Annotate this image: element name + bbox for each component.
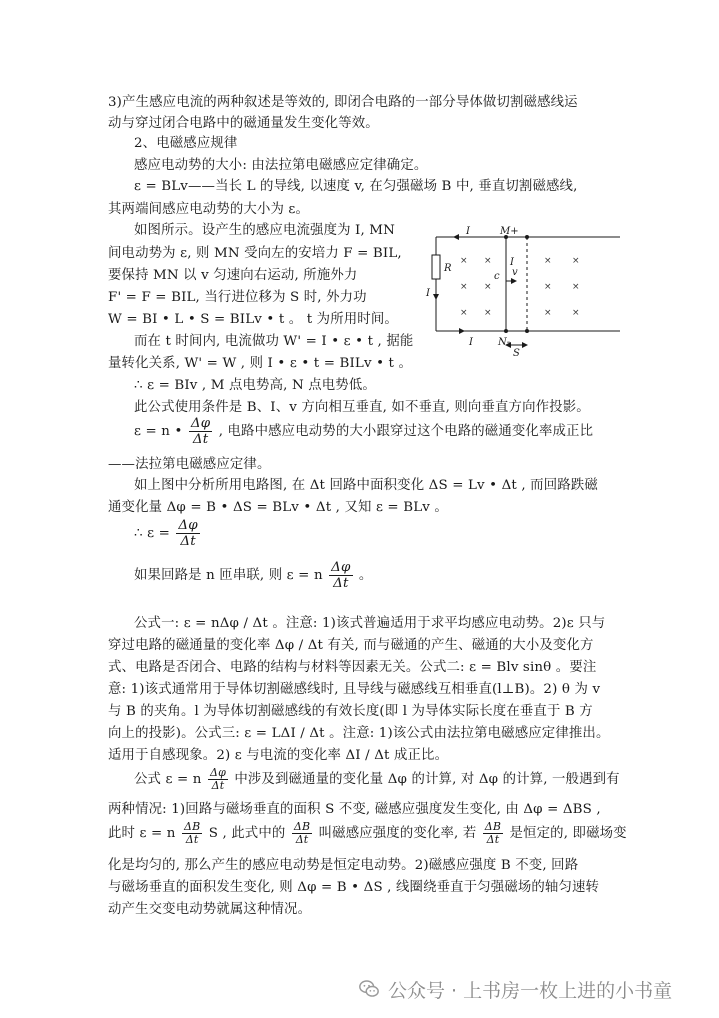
formula-text: , 电路中感应电动势的大小跟穿过这个电路的磁通变化率成正比 xyxy=(218,424,594,439)
cross: × xyxy=(544,256,552,266)
label-i-left: I xyxy=(426,288,430,299)
formula-text: 如果回路是 n 匝串联, 则 ε = n xyxy=(134,568,323,583)
formula-line xyxy=(134,416,644,448)
text-line: 要保持 MN 以 v 匀速向右运动, 所施外力 xyxy=(108,268,358,283)
text-line: 而在 t 时间内, 电流做功 W' = I • ε • t , 据能 xyxy=(134,334,414,349)
circuit-diagram xyxy=(424,223,620,359)
cross: × xyxy=(544,308,552,318)
text-line: 与 B 的夹角。l 为导体切割磁感线的有效长度(即 l 为导体实际长度在垂直于 B 方 xyxy=(108,704,593,719)
fraction: $\frac{\Delta\varphi}{\Delta t}$ xyxy=(331,560,351,591)
text-line: 式、电路是否闭合、电路的结构与材料等因素无关。公式二: ε = Blv sinθ 。要注 xyxy=(108,660,597,675)
cross: × xyxy=(572,256,580,266)
label-v: v xyxy=(512,267,518,278)
formula-text: 叫磁感应强度的变化率, 若 xyxy=(318,826,477,841)
formula-text: 。 xyxy=(358,568,373,583)
text-line: 动与穿过闭合电路中的磁通量发生变化等效。 xyxy=(108,116,379,131)
text-line: 其两端间感应电动势的大小为 ε。 xyxy=(108,202,310,217)
watermark-text: 公众号 · 上书房一枚上进的小书童 xyxy=(388,979,673,1002)
formula-text: ∴ ε = xyxy=(134,526,170,541)
formula-text: 是恒定的, 即磁场变 xyxy=(509,826,627,841)
fraction: $\frac{\Delta B}{\Delta t}$ xyxy=(293,820,311,846)
cross: × xyxy=(484,256,492,266)
cross: × xyxy=(572,308,580,318)
text-line: 穿过电路的磁通量的变化率 Δφ / Δt 有关, 而与磁通的产生、磁通的大小及变化方 xyxy=(108,638,594,653)
label-i-mid: I xyxy=(510,257,514,268)
cross: × xyxy=(572,282,580,292)
text-line: 适用于自感现象。2) ε 与电流的变化率 ΔI / Δt 成正比。 xyxy=(108,748,449,763)
fraction: $\frac{\Delta\varphi}{\Delta t}$ xyxy=(190,416,211,447)
text-line: F' = F = BIL, 当行进位移为 S 时, 外力功 xyxy=(108,290,367,305)
cross: × xyxy=(484,308,492,318)
text-line: 两种情况: 1)回路与磁场垂直的面积 S 不变, 磁感应强度发生变化, 由 Δφ = ΔBS , xyxy=(108,802,601,817)
text-line: 意: 1)该式通常用于导体切割磁感线时, 且导线与磁感线互相垂直(l⊥B)。2) θ 为 v xyxy=(108,682,601,697)
text-line: 如图所示。设产生的感应电流强度为 I, MN xyxy=(134,223,396,238)
watermark xyxy=(358,974,672,1004)
formula-text: S , 此式中的 xyxy=(208,826,286,841)
formula-text: 中涉及到磁通量的变化量 Δφ 的计算, 对 Δφ 的计算, 一般遇到有 xyxy=(234,772,620,787)
cross: × xyxy=(460,308,468,318)
node-n xyxy=(504,329,508,333)
text-line: 3)产生感应电流的两种叙述是等效的, 即闭合电路的一部分导体做切割磁感线运 xyxy=(108,95,578,110)
fraction: $\frac{\Delta\varphi}{\Delta t}$ xyxy=(178,518,198,549)
fraction: $\frac{\Delta B}{\Delta t}$ xyxy=(183,820,201,846)
cross: × xyxy=(544,282,552,292)
label-m: M+ xyxy=(500,226,519,237)
text-line: ε = BLv——当长 L 的导线, 以速度 v, 在匀强磁场 B 中, 垂直切割磁感线, xyxy=(134,179,578,194)
text-line: 向上的投影)。公式三: ε = LΔI / Δt 。注意: 1)该公式由法拉第电磁感应定律推出。 xyxy=(108,726,610,741)
resistor xyxy=(432,255,440,279)
text-line: 间电动势为 ε, 则 MN 受向左的安培力 F = BIL, xyxy=(108,246,402,261)
formula-text: 公式 ε = n xyxy=(134,772,202,787)
label-i-bottom: I xyxy=(469,337,473,348)
text-line: 量转化关系, W' = W , 则 I • ε • t = BILv • t 。 xyxy=(108,356,413,371)
cross: × xyxy=(460,256,468,266)
text-line: 此公式使用条件是 B、I、v 方向相互垂直, 如不垂直, 则向垂直方向作投影。 xyxy=(134,400,590,415)
label-s: S xyxy=(513,348,520,359)
formula-line xyxy=(134,518,644,550)
label-n: N- xyxy=(498,337,511,348)
text-line: W = BI • L • S = BILv • t 。 t 为所用时间。 xyxy=(108,312,398,327)
text-line: 如上图中分析所用电路图, 在 Δt 回路中面积变化 ΔS = Lv • Δt , 而回路跌磁 xyxy=(134,478,598,493)
label-i-top: I xyxy=(466,226,470,237)
text-line: ——法拉第电磁感应定律。 xyxy=(108,457,271,472)
formula-text: 此时 ε = n xyxy=(108,826,176,841)
fraction: $\frac{\Delta B}{\Delta t}$ xyxy=(484,820,502,846)
text-line: 感应电动势的大小: 由法拉第电磁感应定律确定。 xyxy=(134,158,428,173)
formula-text: ε = n • xyxy=(134,424,183,439)
text-line: ∴ ε = BIv , M 点电势高, N 点电势低。 xyxy=(134,378,376,393)
node-n2 xyxy=(525,329,529,333)
cross: × xyxy=(484,282,492,292)
text-line: 与磁场垂直的面积发生变化, 则 Δφ = B • ΔS , 线圈绕垂直于匀强磁场的轴匀速转 xyxy=(108,880,600,895)
section-heading: 2、电磁感应规律 xyxy=(134,136,238,151)
node-m2 xyxy=(525,235,529,239)
label-c: c xyxy=(494,271,500,282)
formula-line xyxy=(108,818,627,850)
wechat-icon xyxy=(358,978,380,1000)
fraction: $\frac{\Delta\varphi}{\Delta t}$ xyxy=(209,766,226,792)
text-line: 动产生交变电动势就属这种情况。 xyxy=(108,902,312,917)
formula-line xyxy=(134,560,644,592)
cross: × xyxy=(460,282,468,292)
text-line: 化是均匀的, 那么产生的感应电动势是恒定电动势。2)磁感应强度 B 不变, 回路 xyxy=(108,858,579,873)
text-line: 通变化量 Δφ = B • ΔS = BLv • Δt , 又知 ε = BLv 。 xyxy=(108,500,448,515)
text-line: 公式一: ε = nΔφ / Δt 。注意: 1)该式普遍适用于求平均感应电动势。2)ε 只与 xyxy=(134,616,606,631)
magnetic-field-crosses xyxy=(460,256,580,318)
label-r: R xyxy=(444,263,452,274)
formula-line xyxy=(134,764,644,796)
